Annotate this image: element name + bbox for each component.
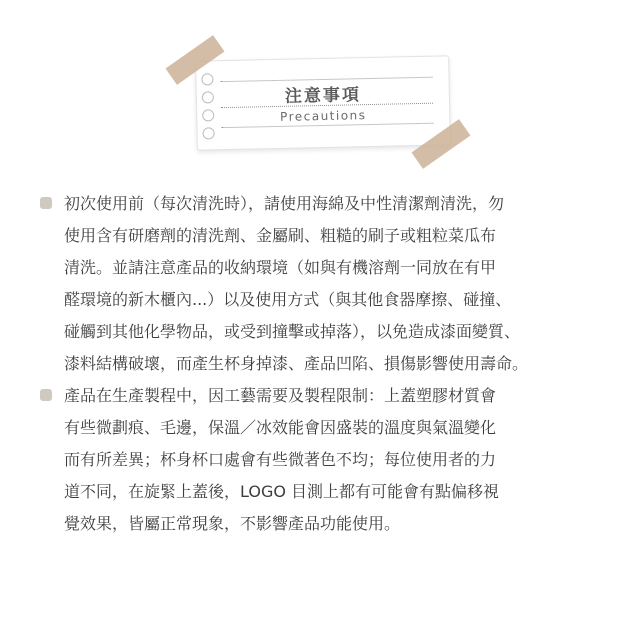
- list-item: [40, 380, 612, 540]
- precautions-list: [40, 188, 612, 540]
- ring-icon: [202, 127, 214, 139]
- note-line: 而有所差異；杯身杯口處會有些微著色不均；每位使用者的力: [64, 450, 497, 469]
- note-line: 覺效果，皆屬正常現象，不影響產品功能使用。: [64, 514, 401, 533]
- bullet-icon: [40, 197, 52, 209]
- list-item: [40, 188, 612, 380]
- note-line: 道不同，在旋緊上蓋後，LOGO 目測上都有可能會有點偏移視: [64, 482, 500, 501]
- note-line: 產品在生產製程中，因工藝需要及製程限制：上蓋塑膠材質會: [64, 386, 497, 405]
- note-line: 碰觸到其他化學物品，或受到撞擊或掉落），以免造成漆面變質、: [64, 322, 521, 341]
- note-line: 漆料結構破壞，而產生杯身掉漆、產品凹陷、損傷影響使用壽命。: [64, 354, 529, 373]
- bullet-icon: [40, 389, 52, 401]
- note-line: 使用含有研磨劑的清洗劑、金屬刷、粗糙的刷子或粗粒菜瓜布: [64, 226, 497, 245]
- page-title: 注意事項: [284, 85, 362, 107]
- note-line: 醛環境的新木櫃內...）以及使用方式（與其他食器摩擦、碰撞、: [64, 290, 512, 309]
- note-line: 清洗。並請注意產品的收納環境（如與有機溶劑一同放在有甲: [64, 258, 497, 277]
- note-line: 有些微劃痕、毛邊，保溫／冰效能會因盛裝的溫度與氣溫變化: [64, 418, 497, 437]
- page-subtitle: Precautions: [279, 108, 367, 124]
- note-line: 初次使用前（每次清洗時），請使用海綿及中性清潔劑清洗，勿: [64, 194, 505, 213]
- header-card: [195, 55, 451, 150]
